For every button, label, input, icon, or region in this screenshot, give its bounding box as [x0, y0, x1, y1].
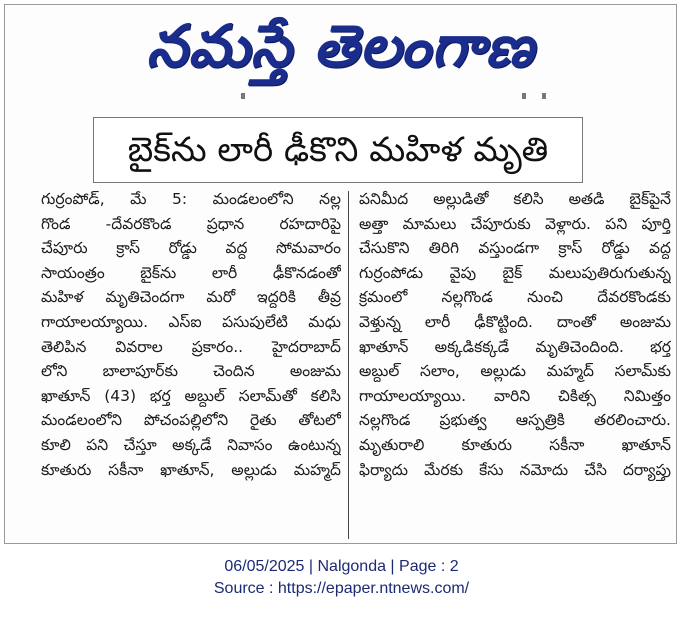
article-line: అత్తా మామలు చేపూరుకు వెళ్లారు. పని పూర్తి	[359, 214, 671, 233]
article-line: చేపూరు క్రాస్ రోడ్డు వద్ద సోమవారం	[41, 239, 341, 258]
cropped-glyph	[241, 93, 245, 99]
article-line: గాయాలయ్యాయి. వారిని చికిత్స నిమిత్తం	[359, 386, 671, 405]
column-divider	[348, 191, 349, 539]
source-link[interactable]: Source : https://epaper.ntnews.com/	[213, 580, 470, 597]
newspaper-clipping	[4, 4, 677, 544]
article-line: అబ్దుల్ సలాం, అల్లుడు మహ్మద్ సలామ్‌కు	[359, 362, 671, 381]
article-line: గుర్రంపోడ్, మే 5: మండలంలోని నల్ల	[41, 190, 341, 208]
cropped-glyph	[522, 93, 526, 99]
article-line: కూతురు సకీనా ఖాతూన్, అల్లుడు మహ్మద్	[41, 460, 341, 479]
edition-info: 06/05/2025 | Nalgonda | Page : 2	[224, 558, 459, 575]
article-body	[41, 187, 677, 543]
article-line: ఖాతూన్ (43) భర్త అబ్దుల్ సలామ్‌తో కలిసి	[41, 386, 341, 405]
article-line: చేసుకొని తిరిగి వస్తుండగా క్రాస్ రోడ్డు వద్ద	[359, 239, 671, 258]
article-column-left	[41, 187, 341, 543]
headline-box	[93, 117, 583, 183]
article-line: ఫిర్యాదు మేరకు కేసు నమోదు చేసి దర్యాప్తు	[359, 460, 671, 479]
article-line: తెలిపిన వివరాల ప్రకారం.. హైదరాబాద్	[41, 337, 341, 356]
article-line: కూలి పని చేస్తూ అక్కడే నివాసం ఉంటున్న	[41, 435, 341, 454]
article-line: ఖాతూన్ అక్కడికక్కడే మృతిచెందింది. భర్త	[359, 337, 671, 356]
article-headline: బైక్‌ను లారీ ఢీకొని మహిళ మృతి	[127, 130, 549, 170]
cropped-text-strip	[5, 91, 676, 103]
article-column-right	[359, 187, 671, 543]
article-line: గొండ -దేవరకొండ ప్రధాన రహదారిపై	[41, 214, 341, 233]
article-line: గాయాలయ్యాయి. ఎస్ఐ పసుపులేటి మధు	[41, 312, 341, 331]
cropped-glyph	[542, 93, 546, 99]
article-line: మహిళ మృతిచెందగా మరో ఇద్దరికి తీవ్ర	[41, 288, 341, 307]
masthead	[5, 7, 676, 85]
article-line: గుర్రంపోడు వైపు బైక్ మలుపుతిరుగుతున్న	[359, 263, 671, 282]
article-line: పనిమీద అల్లుడితో కలిసి అతడి బైక్‌పైనే	[359, 190, 671, 208]
masthead-logo: నమస్తే తెలంగాణ	[146, 12, 535, 80]
article-line: నల్లగొండ ప్రభుత్వ ఆస్పత్రికి తరలించారు.	[359, 411, 671, 430]
article-line: వెళ్తున్న లారీ ఢీకొట్టింది. దాంతో అంజుమ	[359, 312, 671, 331]
article-line: మృతురాలి కూతురు సకీనా ఖాతూన్	[359, 435, 671, 454]
article-line: మండలంలోని పోచంపల్లిలోని రైతు తోటలో	[41, 411, 341, 430]
article-line: సాయంత్రం బైక్‌ను లారీ ఢీకొనడంతో	[41, 263, 341, 282]
article-line: క్రమంలో నల్లగొండ నుంచి దేవరకొండకు	[359, 288, 671, 307]
article-line: లోని బాలాపూర్‌కు చెందిన అంజుమ	[41, 362, 341, 381]
